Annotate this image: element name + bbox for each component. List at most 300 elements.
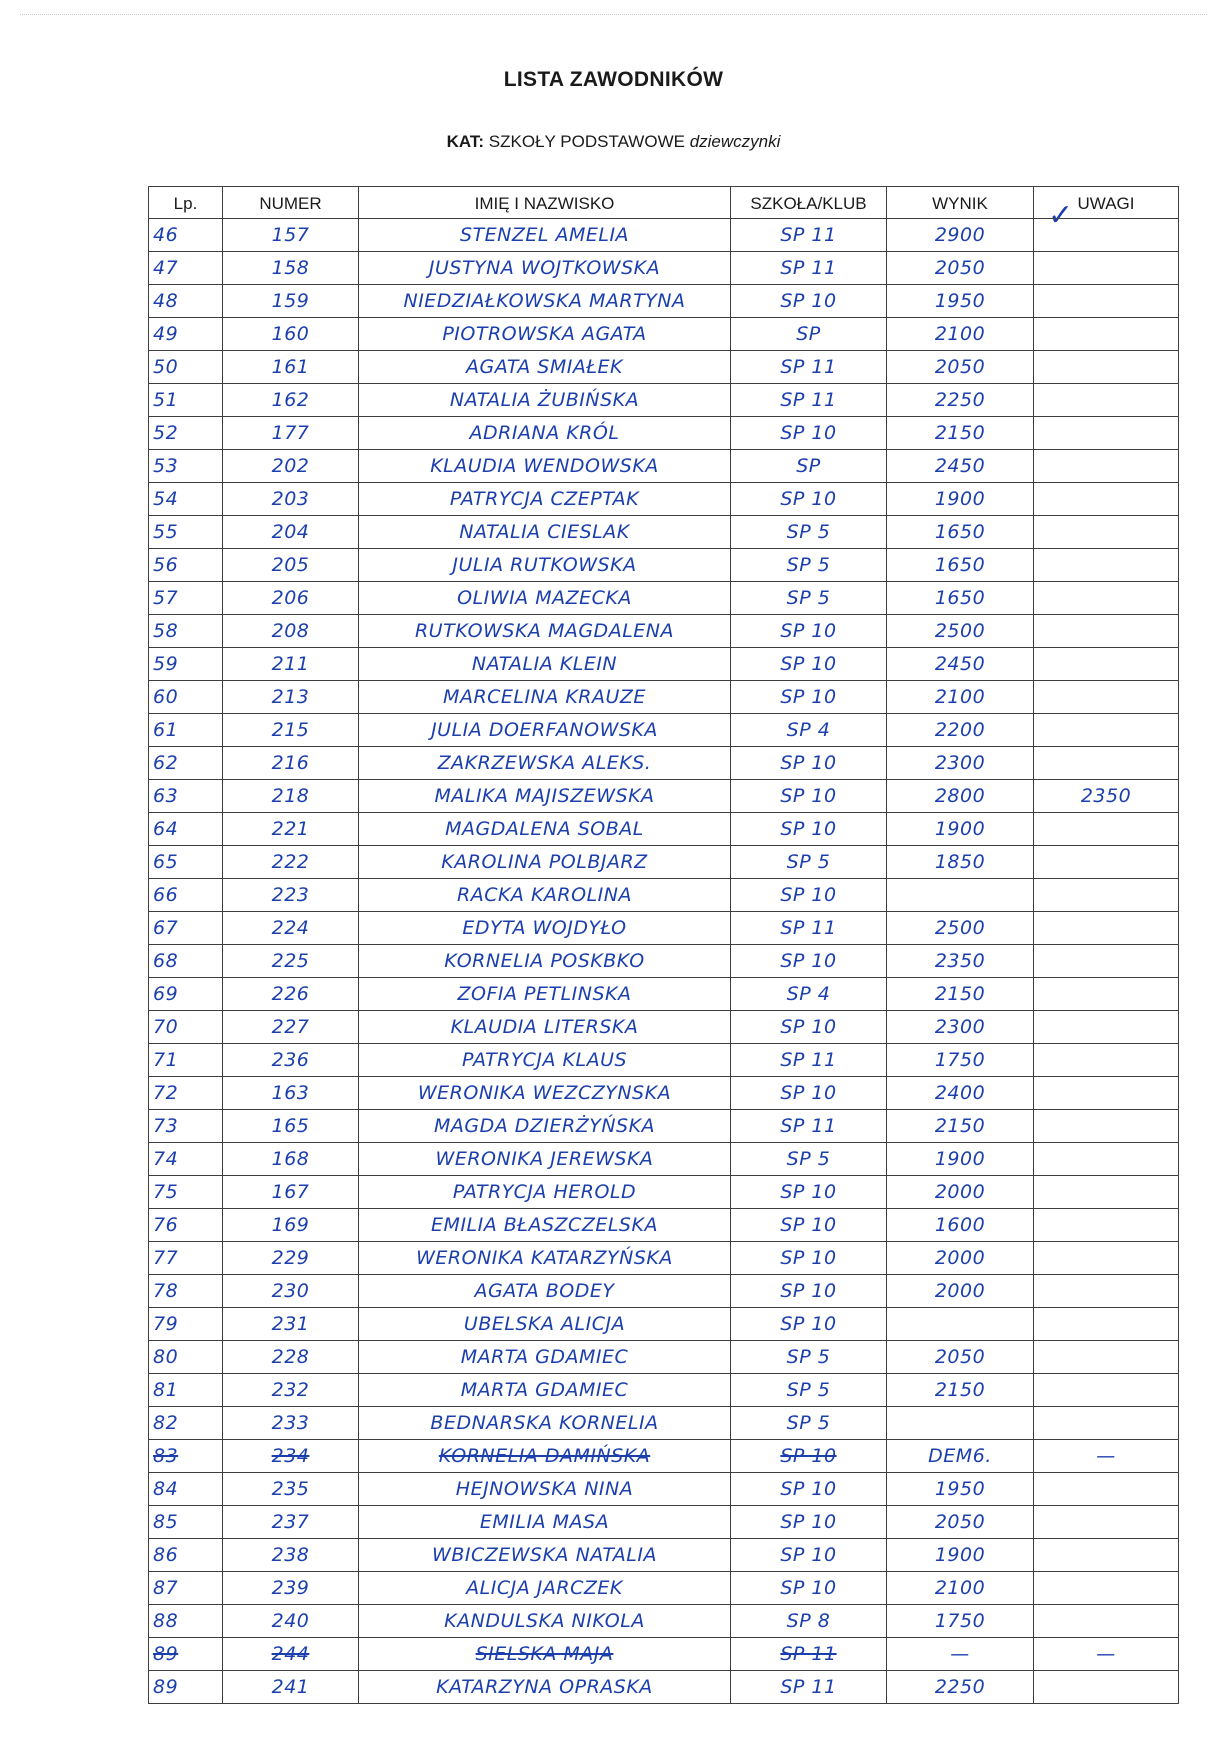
cell-name-text: PATRYCJA HEROLD bbox=[452, 1181, 637, 1203]
cell-name-text: KLAUDIA WENDOWSKA bbox=[430, 455, 659, 477]
cell-notes bbox=[1034, 1011, 1179, 1044]
table-row bbox=[149, 318, 1179, 351]
cell-lp-text: 55 bbox=[153, 521, 179, 543]
cell-notes bbox=[1034, 813, 1179, 846]
cell-name bbox=[359, 615, 731, 648]
cell-school-text: SP 10 bbox=[780, 290, 837, 312]
cell-number-text: 221 bbox=[271, 818, 310, 840]
cell-number-text: 239 bbox=[271, 1577, 310, 1599]
category-gender: dziewczynki bbox=[689, 132, 781, 151]
cell-school-text: SP 11 bbox=[780, 917, 837, 939]
cell-lp bbox=[149, 681, 223, 714]
cell-result bbox=[887, 351, 1034, 384]
cell-lp bbox=[149, 285, 223, 318]
table-row bbox=[149, 912, 1179, 945]
cell-result bbox=[887, 1407, 1034, 1440]
cell-school-text: SP 10 bbox=[780, 818, 837, 840]
cell-name-text: AGATA SMIAŁEK bbox=[466, 356, 623, 378]
cell-name bbox=[359, 648, 731, 681]
cell-lp bbox=[149, 1539, 223, 1572]
cell-name bbox=[359, 450, 731, 483]
cell-result bbox=[887, 252, 1034, 285]
cell-lp bbox=[149, 1275, 223, 1308]
cell-notes bbox=[1034, 846, 1179, 879]
cell-number-text: 230 bbox=[271, 1280, 310, 1302]
cell-number-text: 165 bbox=[271, 1115, 310, 1137]
cell-school bbox=[731, 219, 887, 252]
cell-number-text: 225 bbox=[271, 950, 310, 972]
cell-number bbox=[223, 252, 359, 285]
table-row bbox=[149, 1176, 1179, 1209]
cell-result bbox=[887, 1572, 1034, 1605]
cell-lp bbox=[149, 318, 223, 351]
cell-result-text: 2150 bbox=[934, 422, 986, 444]
cell-result-text: 1950 bbox=[934, 1478, 986, 1500]
cell-school bbox=[731, 1440, 887, 1473]
cell-number-text: 163 bbox=[271, 1082, 310, 1104]
cell-number bbox=[223, 1077, 359, 1110]
cell-name bbox=[359, 1539, 731, 1572]
cell-name bbox=[359, 714, 731, 747]
cell-name bbox=[359, 879, 731, 912]
table-row bbox=[149, 1572, 1179, 1605]
cell-lp bbox=[149, 1440, 223, 1473]
cell-school-text: SP 10 bbox=[780, 1214, 837, 1236]
cell-result bbox=[887, 912, 1034, 945]
cell-number-text: 211 bbox=[271, 653, 310, 675]
cell-notes bbox=[1034, 1671, 1179, 1704]
cell-name-text: PATRYCJA KLAUS bbox=[461, 1049, 628, 1071]
cell-number-text: 223 bbox=[271, 884, 310, 906]
table-row bbox=[149, 417, 1179, 450]
cell-name bbox=[359, 384, 731, 417]
cell-name-text: WERONIKA KATARZYŃSKA bbox=[416, 1247, 673, 1269]
cell-lp bbox=[149, 1506, 223, 1539]
cell-name-text: KATARZYNA OPRASKA bbox=[436, 1676, 653, 1698]
cell-result-text: 1650 bbox=[934, 587, 986, 609]
cell-notes bbox=[1034, 582, 1179, 615]
cell-notes bbox=[1034, 549, 1179, 582]
cell-result bbox=[887, 846, 1034, 879]
cell-lp-text: 89 bbox=[153, 1643, 179, 1665]
cell-result bbox=[887, 648, 1034, 681]
cell-name-text: RACKA KAROLINA bbox=[457, 884, 632, 906]
table-row bbox=[149, 1473, 1179, 1506]
cell-number bbox=[223, 450, 359, 483]
cell-number bbox=[223, 1308, 359, 1341]
cell-school bbox=[731, 1605, 887, 1638]
cell-result bbox=[887, 1077, 1034, 1110]
table-row bbox=[149, 1374, 1179, 1407]
cell-number bbox=[223, 549, 359, 582]
cell-school-text: SP 10 bbox=[780, 950, 837, 972]
table-row bbox=[149, 1011, 1179, 1044]
cell-notes bbox=[1034, 879, 1179, 912]
cell-notes bbox=[1034, 1077, 1179, 1110]
cell-result bbox=[887, 516, 1034, 549]
cell-lp bbox=[149, 1671, 223, 1704]
cell-lp-text: 49 bbox=[153, 323, 179, 345]
cell-school-text: SP 11 bbox=[780, 224, 837, 246]
cell-name-text: PIOTROWSKA AGATA bbox=[442, 323, 647, 345]
cell-number bbox=[223, 1176, 359, 1209]
cell-lp bbox=[149, 1605, 223, 1638]
cell-school bbox=[731, 780, 887, 813]
table-row bbox=[149, 1143, 1179, 1176]
cell-name bbox=[359, 252, 731, 285]
cell-result bbox=[887, 945, 1034, 978]
cell-lp bbox=[149, 417, 223, 450]
cell-number-text: 240 bbox=[271, 1610, 310, 1632]
cell-result-text: 2050 bbox=[934, 257, 986, 279]
cell-notes bbox=[1034, 1638, 1179, 1671]
cell-name bbox=[359, 318, 731, 351]
cell-lp-text: 75 bbox=[153, 1181, 179, 1203]
cell-notes bbox=[1034, 516, 1179, 549]
cell-lp bbox=[149, 1473, 223, 1506]
cell-result bbox=[887, 1638, 1034, 1671]
cell-result bbox=[887, 1242, 1034, 1275]
table-row bbox=[149, 483, 1179, 516]
cell-school bbox=[731, 1308, 887, 1341]
cell-school bbox=[731, 681, 887, 714]
cell-school-text: SP 11 bbox=[780, 1049, 837, 1071]
cell-school-text: SP 11 bbox=[780, 1115, 837, 1137]
cell-lp-text: 67 bbox=[153, 917, 179, 939]
cell-school bbox=[731, 1374, 887, 1407]
cell-number bbox=[223, 1407, 359, 1440]
cell-notes bbox=[1034, 780, 1179, 813]
cell-name bbox=[359, 1011, 731, 1044]
table-row bbox=[149, 1605, 1179, 1638]
cell-school bbox=[731, 1671, 887, 1704]
cell-number bbox=[223, 780, 359, 813]
table-row bbox=[149, 384, 1179, 417]
cell-number-text: 168 bbox=[271, 1148, 310, 1170]
cell-lp-text: 66 bbox=[153, 884, 179, 906]
table-row bbox=[149, 1308, 1179, 1341]
cell-number-text: 208 bbox=[271, 620, 310, 642]
cell-number-text: 238 bbox=[271, 1544, 310, 1566]
cell-school-text: SP 10 bbox=[780, 1016, 837, 1038]
category-label: KAT: bbox=[446, 132, 485, 151]
cell-name-text: EMILIA BŁASZCZELSKA bbox=[431, 1214, 658, 1236]
cell-school bbox=[731, 252, 887, 285]
cell-name-text: MARTA GDAMIEC bbox=[460, 1379, 629, 1401]
cell-result bbox=[887, 1011, 1034, 1044]
cell-name-text: PATRYCJA CZEPTAK bbox=[449, 488, 640, 510]
cell-name bbox=[359, 1110, 731, 1143]
cell-lp-text: 52 bbox=[153, 422, 179, 444]
cell-school-text: SP 11 bbox=[780, 356, 837, 378]
cell-number bbox=[223, 1044, 359, 1077]
cell-school bbox=[731, 1473, 887, 1506]
table-row bbox=[149, 1440, 1179, 1473]
cell-school bbox=[731, 879, 887, 912]
cell-school-text: SP 10 bbox=[780, 620, 837, 642]
cell-name-text: KLAUDIA LITERSKA bbox=[450, 1016, 639, 1038]
cell-school-text: SP 8 bbox=[786, 1610, 831, 1632]
cell-number-text: 162 bbox=[271, 389, 310, 411]
cell-name-text: NATALIA KLEIN bbox=[471, 653, 618, 675]
cell-lp bbox=[149, 1077, 223, 1110]
cell-school-text: SP 4 bbox=[786, 719, 831, 741]
cell-number-text: 158 bbox=[271, 257, 310, 279]
cell-lp bbox=[149, 978, 223, 1011]
cell-number-text: 222 bbox=[271, 851, 310, 873]
cell-lp-text: 51 bbox=[153, 389, 179, 411]
cell-lp bbox=[149, 516, 223, 549]
cell-result-text: 2500 bbox=[934, 620, 986, 642]
cell-result bbox=[887, 1275, 1034, 1308]
cell-school-text: SP 5 bbox=[786, 851, 831, 873]
cell-lp bbox=[149, 615, 223, 648]
cell-number bbox=[223, 846, 359, 879]
cell-school bbox=[731, 1209, 887, 1242]
cell-number bbox=[223, 1374, 359, 1407]
cell-number bbox=[223, 1671, 359, 1704]
cell-school-text: SP 5 bbox=[786, 1346, 831, 1368]
cell-name bbox=[359, 516, 731, 549]
cell-school-text: SP bbox=[796, 455, 821, 477]
cell-lp-text: 81 bbox=[153, 1379, 179, 1401]
cell-result-text: 1850 bbox=[934, 851, 986, 873]
cell-name bbox=[359, 582, 731, 615]
cell-result-text: 2200 bbox=[934, 719, 986, 741]
cell-lp-text: 68 bbox=[153, 950, 179, 972]
cell-number bbox=[223, 945, 359, 978]
cell-number-text: 228 bbox=[271, 1346, 310, 1368]
cell-notes bbox=[1034, 747, 1179, 780]
cell-lp-text: 64 bbox=[153, 818, 179, 840]
cell-result bbox=[887, 681, 1034, 714]
cell-notes bbox=[1034, 1242, 1179, 1275]
cell-result-text: 2450 bbox=[934, 653, 986, 675]
cell-number bbox=[223, 813, 359, 846]
cell-school bbox=[731, 417, 887, 450]
cell-result-text: 2250 bbox=[934, 1676, 986, 1698]
cell-number bbox=[223, 1440, 359, 1473]
cell-lp-text: 84 bbox=[153, 1478, 179, 1500]
cell-school-text: SP bbox=[796, 323, 821, 345]
cell-lp-text: 63 bbox=[153, 785, 179, 807]
table-row bbox=[149, 1671, 1179, 1704]
cell-lp bbox=[149, 945, 223, 978]
cell-name-text: WBICZEWSKA NATALIA bbox=[432, 1544, 657, 1566]
cell-notes bbox=[1034, 1572, 1179, 1605]
table-header-row bbox=[149, 187, 1179, 219]
cell-notes bbox=[1034, 648, 1179, 681]
cell-school-text: SP 5 bbox=[786, 1148, 831, 1170]
cell-number bbox=[223, 681, 359, 714]
cell-lp bbox=[149, 1341, 223, 1374]
cell-school bbox=[731, 1011, 887, 1044]
cell-lp-text: 58 bbox=[153, 620, 179, 642]
cell-number bbox=[223, 747, 359, 780]
cell-lp bbox=[149, 384, 223, 417]
cell-number-text: 235 bbox=[271, 1478, 310, 1500]
cell-school bbox=[731, 450, 887, 483]
cell-name bbox=[359, 846, 731, 879]
table-row bbox=[149, 978, 1179, 1011]
cell-name-text: EDYTA WOJDYŁO bbox=[462, 917, 627, 939]
cell-school bbox=[731, 1077, 887, 1110]
table-row bbox=[149, 780, 1179, 813]
cell-result-text: 2150 bbox=[934, 983, 986, 1005]
cell-notes bbox=[1034, 1407, 1179, 1440]
cell-result bbox=[887, 318, 1034, 351]
cell-number bbox=[223, 978, 359, 1011]
cell-name-text: AGATA BODEY bbox=[474, 1280, 615, 1302]
cell-name-text: ZAKRZEWSKA ALEKS. bbox=[437, 752, 652, 774]
cell-result bbox=[887, 1176, 1034, 1209]
cell-school bbox=[731, 1407, 887, 1440]
cell-result-text: 2250 bbox=[934, 389, 986, 411]
category-line bbox=[0, 132, 1227, 152]
cell-lp-text: 59 bbox=[153, 653, 179, 675]
cell-name bbox=[359, 1506, 731, 1539]
cell-result bbox=[887, 1671, 1034, 1704]
cell-name bbox=[359, 1044, 731, 1077]
cell-school-text: SP 4 bbox=[786, 983, 831, 1005]
cell-school-text: SP 5 bbox=[786, 554, 831, 576]
cell-result-text: 2500 bbox=[934, 917, 986, 939]
cell-number-text: 202 bbox=[271, 455, 310, 477]
cell-notes bbox=[1034, 1110, 1179, 1143]
cell-school-text: SP 10 bbox=[780, 1280, 837, 1302]
cell-number-text: 213 bbox=[271, 686, 310, 708]
cell-notes-text: 2350 bbox=[1080, 785, 1132, 807]
cell-name bbox=[359, 978, 731, 1011]
cell-result-text: 2800 bbox=[934, 785, 986, 807]
cell-result-text: 2100 bbox=[934, 1577, 986, 1599]
cell-result-text: 1900 bbox=[934, 818, 986, 840]
cell-notes bbox=[1034, 252, 1179, 285]
cell-name bbox=[359, 549, 731, 582]
cell-name bbox=[359, 813, 731, 846]
cell-name bbox=[359, 351, 731, 384]
cell-lp bbox=[149, 582, 223, 615]
cell-name-text: STENZEL AMELIA bbox=[459, 224, 630, 246]
cell-school-text: SP 10 bbox=[780, 1082, 837, 1104]
cell-lp bbox=[149, 1143, 223, 1176]
cell-lp-text: 53 bbox=[153, 455, 179, 477]
cell-lp bbox=[149, 1407, 223, 1440]
cell-school-text: SP 10 bbox=[780, 1247, 837, 1269]
cell-number bbox=[223, 1638, 359, 1671]
cell-school-text: SP 10 bbox=[780, 785, 837, 807]
column-header-name: IMIĘ I NAZWISKO bbox=[359, 187, 731, 219]
cell-notes bbox=[1034, 351, 1179, 384]
cell-school bbox=[731, 1341, 887, 1374]
cell-number bbox=[223, 912, 359, 945]
cell-result bbox=[887, 615, 1034, 648]
cell-name-text: MAGDALENA SOBAL bbox=[445, 818, 644, 840]
cell-school-text: SP 10 bbox=[780, 752, 837, 774]
cell-lp bbox=[149, 1209, 223, 1242]
table-row bbox=[149, 1539, 1179, 1572]
cell-name bbox=[359, 1077, 731, 1110]
cell-number-text: 234 bbox=[271, 1445, 310, 1467]
cell-name-text: WERONIKA JEREWSKA bbox=[435, 1148, 654, 1170]
cell-name bbox=[359, 1341, 731, 1374]
cell-lp-text: 62 bbox=[153, 752, 179, 774]
cell-number bbox=[223, 1209, 359, 1242]
cell-school-text: SP 10 bbox=[780, 1478, 837, 1500]
cell-name-text: KANDULSKA NIKOLA bbox=[444, 1610, 645, 1632]
column-header-notes: UWAGI bbox=[1034, 187, 1179, 219]
cell-lp-text: 88 bbox=[153, 1610, 179, 1632]
cell-name-text: ADRIANA KRÓL bbox=[469, 422, 620, 444]
cell-result-text: 2050 bbox=[934, 1511, 986, 1533]
cell-name bbox=[359, 1374, 731, 1407]
cell-school-text: SP 10 bbox=[780, 422, 837, 444]
table-row bbox=[149, 615, 1179, 648]
cell-school bbox=[731, 582, 887, 615]
cell-number bbox=[223, 1011, 359, 1044]
cell-notes bbox=[1034, 1605, 1179, 1638]
cell-school bbox=[731, 1242, 887, 1275]
cell-name-text: ALICJA JARCZEK bbox=[466, 1577, 623, 1599]
cell-result-text: 1900 bbox=[934, 1148, 986, 1170]
cell-school bbox=[731, 945, 887, 978]
cell-lp bbox=[149, 1011, 223, 1044]
cell-lp bbox=[149, 450, 223, 483]
cell-lp-text: 54 bbox=[153, 488, 179, 510]
cell-lp-text: 50 bbox=[153, 356, 179, 378]
cell-school bbox=[731, 978, 887, 1011]
column-header-lp: Lp. bbox=[149, 187, 223, 219]
cell-result-text: 1600 bbox=[934, 1214, 986, 1236]
cell-number bbox=[223, 1506, 359, 1539]
cell-notes bbox=[1034, 978, 1179, 1011]
cell-notes bbox=[1034, 1209, 1179, 1242]
cell-notes bbox=[1034, 912, 1179, 945]
column-header-number: NUMER bbox=[223, 187, 359, 219]
table-row bbox=[149, 1275, 1179, 1308]
cell-lp bbox=[149, 714, 223, 747]
cell-notes bbox=[1034, 1275, 1179, 1308]
cell-result-text: 2000 bbox=[934, 1181, 986, 1203]
cell-result bbox=[887, 1143, 1034, 1176]
cell-result bbox=[887, 780, 1034, 813]
cell-lp-text: 70 bbox=[153, 1016, 179, 1038]
cell-number-text: 159 bbox=[271, 290, 310, 312]
cell-school bbox=[731, 1176, 887, 1209]
cell-lp bbox=[149, 1308, 223, 1341]
cell-lp bbox=[149, 1044, 223, 1077]
table-row bbox=[149, 879, 1179, 912]
cell-school-text: SP 5 bbox=[786, 1379, 831, 1401]
table-row bbox=[149, 1506, 1179, 1539]
cell-lp-text: 79 bbox=[153, 1313, 179, 1335]
cell-number-text: 215 bbox=[271, 719, 310, 741]
table-row bbox=[149, 1242, 1179, 1275]
cell-notes bbox=[1034, 1176, 1179, 1209]
cell-school-text: SP 10 bbox=[780, 1313, 837, 1335]
cell-number bbox=[223, 714, 359, 747]
cell-result-text: 2350 bbox=[934, 950, 986, 972]
cell-number bbox=[223, 1473, 359, 1506]
cell-result-text: 2050 bbox=[934, 1346, 986, 1368]
table-row bbox=[149, 1209, 1179, 1242]
cell-school-text: SP 5 bbox=[786, 521, 831, 543]
cell-result bbox=[887, 417, 1034, 450]
cell-lp-text: 57 bbox=[153, 587, 179, 609]
cell-school-text: SP 10 bbox=[780, 884, 837, 906]
cell-result bbox=[887, 1506, 1034, 1539]
cell-name-text: ZOFIA PETLINSKA bbox=[457, 983, 632, 1005]
